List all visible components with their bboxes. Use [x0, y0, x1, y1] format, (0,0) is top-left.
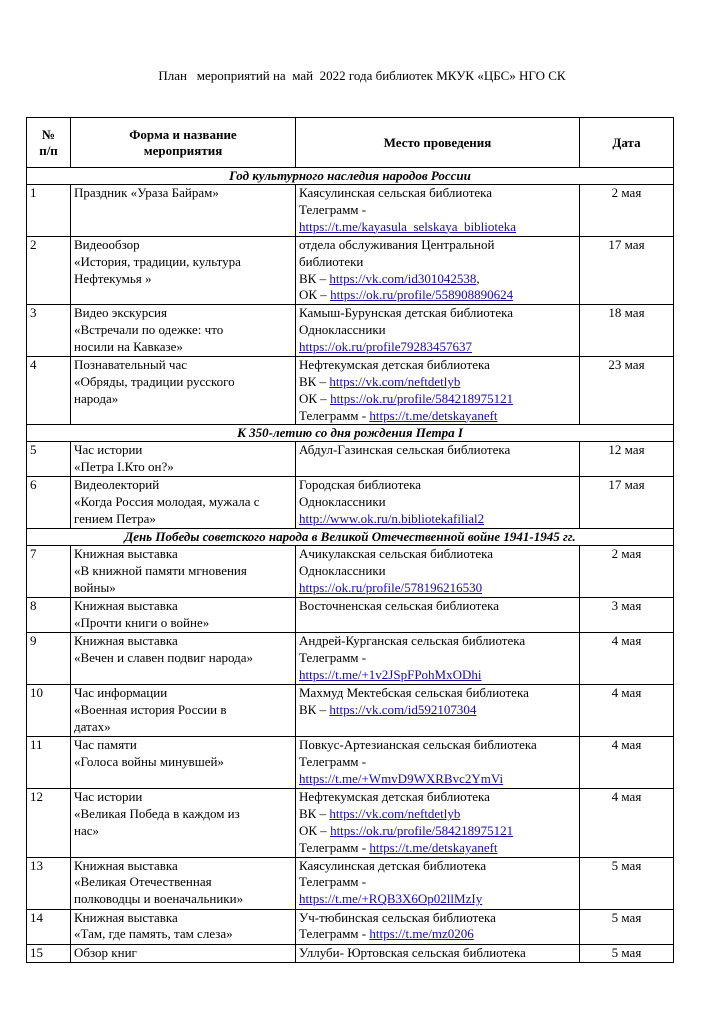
event-name — [71, 546, 296, 598]
place-line — [299, 546, 576, 563]
place-link[interactable]: https://ok.ru/profile/584218975121 — [330, 390, 514, 406]
event-place — [296, 598, 580, 633]
place-text: Нефтекумская детская библиотека — [299, 789, 490, 805]
place-text: ВК – — [299, 806, 330, 822]
event-name — [71, 633, 296, 685]
event-line: «Голоса войны минувшей» — [74, 754, 224, 770]
event-place — [296, 185, 580, 237]
place-line — [299, 511, 576, 528]
row-number: 14 — [27, 909, 71, 944]
event-date: 17 мая — [580, 237, 674, 305]
event-place — [296, 305, 580, 357]
event-date: 5 мая — [580, 944, 674, 962]
event-place — [296, 944, 580, 962]
place-line — [299, 391, 576, 408]
table-row — [27, 598, 674, 633]
event-line: «Когда Россия молодая, мужала с — [74, 494, 260, 510]
place-line — [299, 737, 576, 754]
event-line: «Военная история России в — [74, 702, 227, 718]
row-number: 4 — [27, 357, 71, 425]
header-place: Место проведения — [296, 118, 580, 168]
event-date: 2 мая — [580, 185, 674, 237]
place-link[interactable]: http://www.ok.ru/n.bibliotekafilial2 — [299, 510, 485, 526]
place-text: Одноклассники — [299, 494, 386, 510]
event-line: Час информации — [74, 685, 168, 701]
event-line: Час истории — [74, 789, 143, 805]
event-line: Книжная выставка — [74, 598, 178, 614]
place-text: Махмуд Мектебская сельская библиотека — [299, 685, 529, 701]
place-line — [299, 339, 576, 356]
event-name — [71, 442, 296, 477]
event-date: 5 мая — [580, 909, 674, 944]
place-text: ОК – — [299, 822, 331, 838]
event-line: «Там, где память, там слеза» — [74, 926, 233, 942]
row-number: 3 — [27, 305, 71, 357]
place-text: Уллуби- Юртовская сельская библиотека — [299, 944, 526, 960]
event-place — [296, 633, 580, 685]
place-text: Ачикулакская сельская библиотека — [299, 546, 494, 562]
event-line: Книжная выставка — [74, 633, 178, 649]
place-text: Повкус-Артезианская сельская библиотека — [299, 737, 537, 753]
events-table — [26, 117, 674, 963]
place-line — [299, 891, 576, 908]
place-text: ВК – — [299, 373, 330, 389]
event-line: Книжная выставка — [74, 857, 178, 873]
place-line — [299, 702, 576, 719]
row-number: 9 — [27, 633, 71, 685]
event-place — [296, 442, 580, 477]
place-link[interactable]: https://t.me/detskayaneft — [369, 407, 498, 423]
place-line — [299, 667, 576, 684]
table-row — [27, 477, 674, 529]
place-line — [299, 357, 576, 374]
event-line: «В книжной памяти мгновения — [74, 563, 247, 579]
page-title: План мероприятий на май 2022 года библиотек МКУК «ЦБС» НГО СК — [158, 68, 566, 83]
place-link[interactable]: https://t.me/+1v2JSpFPohMxODhi — [299, 666, 482, 682]
place-line — [299, 685, 576, 702]
event-line: Видео экскурсия — [74, 305, 167, 321]
table-row — [27, 237, 674, 305]
event-line: «Петра I.Кто он?» — [74, 459, 174, 475]
place-line — [299, 408, 576, 425]
event-line: Час памяти — [74, 737, 137, 753]
event-date: 2 мая — [580, 546, 674, 598]
place-link[interactable]: https://ok.ru/profile/578196216530 — [299, 579, 483, 595]
place-line — [299, 840, 576, 857]
place-link[interactable]: https://t.me/mz0206 — [369, 926, 474, 942]
place-link[interactable]: https://ok.ru/profile/558908890624 — [330, 287, 514, 303]
place-text: Абдул-Газинская сельская библиотека — [299, 442, 511, 458]
event-date: 5 мая — [580, 857, 674, 909]
place-line — [299, 771, 576, 788]
event-name — [71, 909, 296, 944]
event-line: полководцы и военачальники» — [74, 891, 244, 907]
event-place — [296, 789, 580, 857]
place-link[interactable]: https://vk.com/neftdetlyb — [329, 806, 461, 822]
section-row — [27, 425, 674, 442]
event-date: 4 мая — [580, 737, 674, 789]
place-line — [299, 580, 576, 597]
place-link[interactable]: https://vk.com/id301042538 — [329, 270, 477, 286]
row-number: 7 — [27, 546, 71, 598]
event-date: 23 мая — [580, 357, 674, 425]
event-line: Видеолекторий — [74, 477, 160, 493]
row-number: 2 — [27, 237, 71, 305]
place-line — [299, 271, 576, 288]
row-number: 5 — [27, 442, 71, 477]
event-date: 18 мая — [580, 305, 674, 357]
event-name — [71, 944, 296, 962]
event-line: Видеообзор — [74, 237, 140, 252]
place-text: Восточненская сельская библиотека — [299, 598, 500, 614]
section-title: Год культурного наследия народов России — [27, 168, 674, 185]
place-line — [299, 477, 576, 494]
place-text: Телеграмм - — [299, 754, 367, 770]
event-line: «Вечен и славен подвиг народа» — [74, 650, 254, 666]
place-text: Телеграмм - — [299, 201, 367, 217]
place-text: Телеграмм - — [299, 407, 370, 423]
place-link[interactable]: https://t.me/+RQB3X6Op02llMzIy — [299, 891, 483, 907]
place-line — [299, 910, 576, 927]
place-text: Камыш-Бурунская детская библиотека — [299, 305, 513, 321]
place-text: Телеграмм - — [299, 926, 370, 942]
place-text: Городская библиотека — [299, 477, 421, 493]
event-line: гением Петра» — [74, 510, 156, 526]
event-name — [71, 477, 296, 529]
event-place — [296, 857, 580, 909]
place-text: Одноклассники — [299, 321, 386, 337]
place-line — [299, 858, 576, 875]
event-place — [296, 546, 580, 598]
event-line: «Прочти книги о войне» — [74, 615, 210, 631]
place-line — [299, 185, 576, 202]
place-line — [299, 650, 576, 667]
event-line: нас» — [74, 822, 99, 838]
row-number: 6 — [27, 477, 71, 529]
event-date: 3 мая — [580, 598, 674, 633]
place-line — [299, 806, 576, 823]
row-number: 15 — [27, 944, 71, 962]
place-text: Одноклассники — [299, 563, 386, 579]
event-line: Нефтекумья » — [74, 270, 152, 286]
header-event: Форма и название мероприятия — [71, 118, 296, 168]
place-text: Нефтекумская детская библиотека — [299, 357, 490, 373]
place-text: Андрей-Курганская сельская библиотека — [299, 633, 526, 649]
table-row — [27, 685, 674, 737]
event-name — [71, 237, 296, 305]
table-row — [27, 944, 674, 962]
place-line — [299, 789, 576, 806]
table-header-row — [27, 118, 674, 168]
table-row — [27, 857, 674, 909]
event-line: Книжная выставка — [74, 546, 178, 562]
place-text: Каясулинская детская библиотека — [299, 857, 487, 873]
place-line — [299, 563, 576, 580]
place-link[interactable]: https://t.me/kayasula_selskaya_biblioteka — [299, 218, 516, 234]
table-row — [27, 185, 674, 237]
place-link[interactable]: https://vk.com/neftdetlyb — [329, 373, 461, 389]
event-date: 4 мая — [580, 633, 674, 685]
table-row — [27, 305, 674, 357]
place-text: Телеграмм - — [299, 839, 370, 855]
place-line — [299, 633, 576, 650]
event-name — [71, 305, 296, 357]
event-name — [71, 789, 296, 857]
place-text: ОК – — [299, 390, 331, 406]
place-line — [299, 305, 576, 322]
event-line: Час истории — [74, 442, 143, 458]
section-row — [27, 168, 674, 185]
place-line — [299, 874, 576, 891]
place-link[interactable]: https://vk.com/id592107304 — [329, 702, 477, 718]
event-name — [71, 357, 296, 425]
event-date: 17 мая — [580, 477, 674, 529]
place-text: Телеграмм - — [299, 650, 367, 666]
event-place — [296, 737, 580, 789]
place-suffix: , — [476, 270, 480, 286]
place-link[interactable]: https://ok.ru/profile/584218975121 — [330, 822, 514, 838]
place-line — [299, 823, 576, 840]
table-row — [27, 737, 674, 789]
event-name — [71, 857, 296, 909]
place-line — [299, 442, 576, 459]
place-line — [299, 219, 576, 236]
place-text: ВК – — [299, 702, 330, 718]
event-name — [71, 598, 296, 633]
event-line: Познавательный час — [74, 357, 187, 373]
event-place — [296, 237, 580, 305]
event-place — [296, 477, 580, 529]
row-number: 11 — [27, 737, 71, 789]
event-date: 4 мая — [580, 789, 674, 857]
row-number: 12 — [27, 789, 71, 857]
event-place — [296, 909, 580, 944]
place-text: Каясулинская сельская библиотека — [299, 185, 493, 200]
place-text: отдела обслуживания Центральной — [299, 237, 495, 252]
event-date: 4 мая — [580, 685, 674, 737]
place-line — [299, 202, 576, 219]
event-line: Праздник «Ураза Байрам» — [74, 185, 219, 200]
place-text: ВК – — [299, 270, 330, 286]
event-line: «Великая Отечественная — [74, 874, 212, 890]
event-name — [71, 185, 296, 237]
event-line: «История, традиции, культура — [74, 253, 241, 269]
place-line — [299, 254, 576, 271]
place-line — [299, 945, 576, 962]
event-place — [296, 685, 580, 737]
section-row — [27, 529, 674, 546]
table-row — [27, 546, 674, 598]
place-text: Телеграмм - — [299, 874, 367, 890]
event-name — [71, 685, 296, 737]
place-line — [299, 287, 576, 304]
table-row — [27, 633, 674, 685]
table-body — [27, 168, 674, 963]
place-line — [299, 754, 576, 771]
row-number: 1 — [27, 185, 71, 237]
event-line: «Великая Победа в каждом из — [74, 806, 240, 822]
event-line: «Встречали по одежке: что — [74, 321, 224, 337]
place-text: Уч-тюбинская сельская библиотека — [299, 909, 496, 925]
row-number: 13 — [27, 857, 71, 909]
row-number: 10 — [27, 685, 71, 737]
place-text: ОК – — [299, 287, 331, 303]
event-line: «Обряды, традиции русского — [74, 373, 235, 389]
header-date: Дата — [580, 118, 674, 168]
event-name — [71, 737, 296, 789]
table-row — [27, 909, 674, 944]
event-place — [296, 357, 580, 425]
place-link[interactable]: https://t.me/detskayaneft — [369, 839, 498, 855]
place-link[interactable]: https://t.me/+WmvD9WXRBvc2YmVi — [299, 770, 504, 786]
place-link[interactable]: https://ok.ru/profile79283457637 — [299, 338, 472, 354]
table-row — [27, 442, 674, 477]
event-line: Книжная выставка — [74, 909, 178, 925]
place-line — [299, 926, 576, 943]
place-line — [299, 598, 576, 615]
place-line — [299, 322, 576, 339]
event-line: Обзор книг — [74, 944, 137, 960]
place-line — [299, 374, 576, 391]
event-date: 12 мая — [580, 442, 674, 477]
section-title: К 350-летию со дня рождения Петра I — [27, 425, 674, 442]
event-line: носили на Кавказе» — [74, 338, 183, 354]
table-row — [27, 357, 674, 425]
event-line: войны» — [74, 579, 116, 595]
header-number: № п/п — [27, 118, 71, 168]
place-text: библиотеки — [299, 253, 364, 269]
section-title: День Победы советского народа в Великой Отечественной войне 1941-1945 гг. — [27, 529, 674, 546]
event-line: датах» — [74, 718, 111, 734]
place-line — [299, 237, 576, 254]
place-line — [299, 494, 576, 511]
table-row — [27, 789, 674, 857]
event-line: народа» — [74, 390, 119, 406]
row-number: 8 — [27, 598, 71, 633]
